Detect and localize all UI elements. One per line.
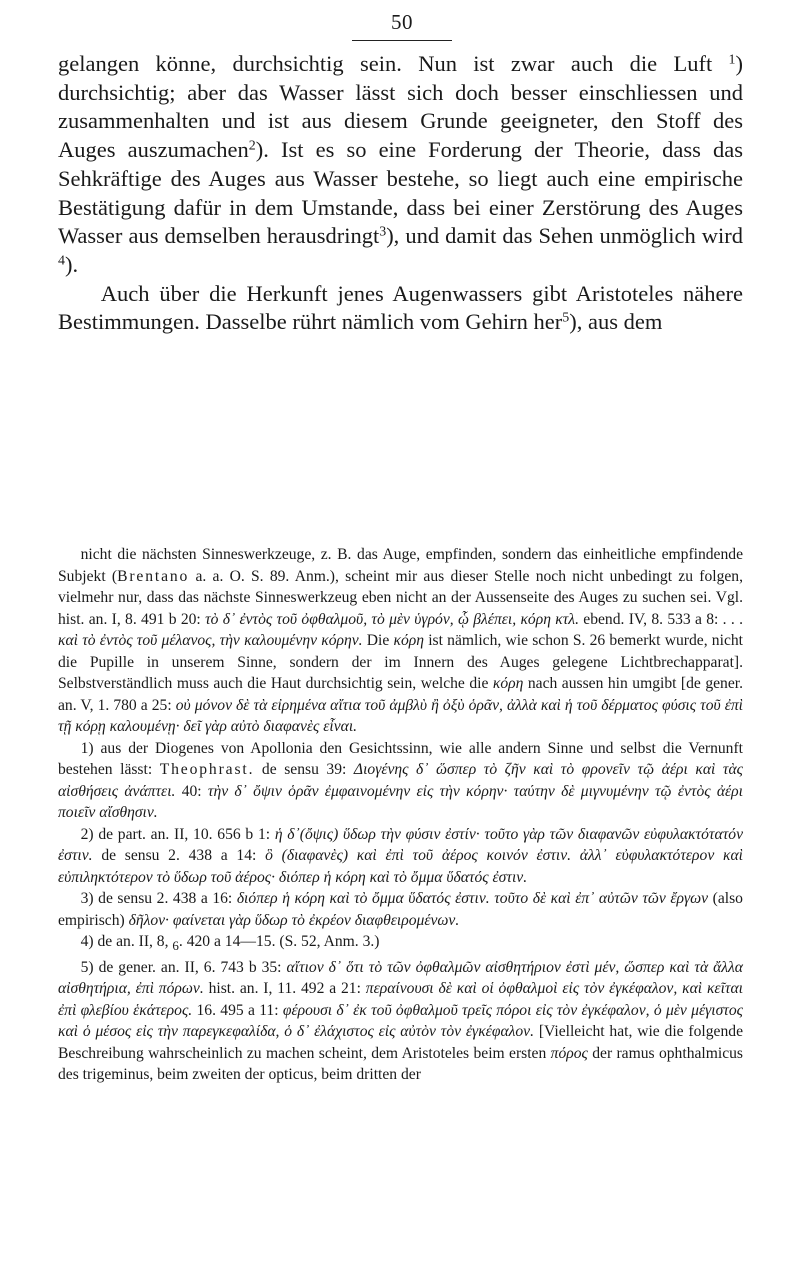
footnote-text: [Vielleicht hat, wie die folgende Beschreibung wahrscheinlich zu machen scheint, dem Aristoteles beim ersten [58,1023,743,1062]
main-paragraph-1 [58,50,743,280]
greek-quote: ἡ δ᾽(ὄψις) ὕδωρ τὴν φύσιν ἐστίν· τοῦτο γὰρ τῶν διαφανῶν εὐφυλακτότατόν ἐστιν. [58,825,743,864]
footnote-text: de sensu 2. 438 a 14: [92,847,266,864]
page-number: 50 [391,10,413,34]
footnote-text: . 420 a 14—15. (S. 52, Anm. 3.) [178,933,380,950]
main-text-segment: Auch über die Herkunft jenes Augenwassers gibt Aristoteles nähere Bestimmungen. Dasselbe rührt nämlich vom Gehirn her [58,280,743,335]
main-text-segment: ). [64,251,79,277]
footnote-text: ist nämlich, wie schon S. 26 bemerkt wurde, nicht die Pupille in unserem Sinne, sondern der im Innern des Auges gelegene Lichtbrechapparat]. Selbstverständlich muss auch die Haut durchsichtig sein, welche die [58,632,743,692]
footnote-ref-2: 2 [248,138,256,154]
greek-word: κόρη [393,632,424,649]
footnote-text: a. a. O. S. 89. Anm.), scheint mir aus dieser Stelle noch nicht unbedingt zu folgen, vielmehr nur, dass das nächste Sinneswerkzeug eben nicht an der Aussenseite des Auges zu suchen sei. Vgl. hist. an. I, 8. 491 b 20: [58,567,743,628]
main-paragraph-2 [58,280,743,337]
main-text-segment: ), aus dem [569,309,663,335]
greek-quote: τὸ δ᾽ ἐντὸς τοῦ ὀφθαλμοῦ, τὸ μὲν ὑγρόν, ᾧ βλέπει, κόρη κτλ. [205,610,579,628]
greek-quote: οὐ μόνον δὲ τὰ εἰρημένα αἴτια τοῦ ἀμβλὺ ἢ ὀξὺ ὁρᾶν, ἀλλὰ καὶ ἡ τοῦ δέρματος φύσις τοῦ ἐπὶ τῇ κόρῃ καλουμένῃ· δεῖ γὰρ αὐτὸ διαφανὲς εἶναι. [58,696,744,735]
greek-quote: φέρουσι δ᾽ ἐκ τοῦ ὀφθαλμοῦ τρεῖς πόροι εἰς τὸν ἐγκέφαλον, ὁ μὲν μέγιστος καὶ ὁ μέσος εἰς τὴν παρεγκεφαλίδα, ὁ δ᾽ ἐλάχιστος εἰς αὐτὸν τὸν ἐγκέφαλον. [58,1001,743,1041]
author-name: Theophrast. [159,761,255,778]
greek-quote: καὶ τὸ ἐντὸς τοῦ μέλανος, τὴν καλουμένην κόρην. [58,632,363,649]
author-name: Brentano [117,567,190,585]
greek-quote: τὴν δ᾽ ὄψιν ὁρᾶν ἐμφαινομένην εἰς τὴν κόρην· ταύτην δὲ μιγνυμένην τῷ ἐντὸς ἀέρι ποιεῖν αἴσθησιν. [58,782,744,821]
footnote-ref-3: 3 [379,224,387,240]
footnote-4 [58,931,743,957]
footnote-1 [58,738,743,824]
main-text-segment: gelangen könne, durchsichtig sein. Nun ist zwar auch die Luft [58,51,729,76]
footnote-text: 1) aus der Diogenes von Apollonia den Gesichtssinn, wie alle andern Sinne und selbst die Vernunft bestehen lässt: [58,739,743,778]
main-text-segment: ) durchsichtig; aber das Wasser lässt sich doch besser einschliessen und zusammenhalten und ist aus diesem Grunde geeigneter, den Stoff des Auges auszumachen [58,51,743,163]
footnotes [58,544,743,1086]
greek-quote: διόπερ ἡ κόρη καὶ τὸ ὄμμα ὕδατός ἐστιν. τοῦτο δὲ καὶ ἐπ᾽ αὐτῶν τῶν ἔργων [236,890,709,907]
footnote-subscript: 6 [172,938,179,954]
footnote-text: 40: [175,782,208,800]
footnote-text: 2) de part. an. II, 10. 656 b 1: [80,825,275,843]
main-text-segment: ). Ist es so eine Forderung der Theorie, dass das Sehkräftige des Auges aus Wasser bestehe, so liegt auch eine empirische Bestätigung dafür in dem Umstande, dass bei einer Zerstörung des Auges Wasser aus demselben herausdringt [58,137,743,249]
page-number-rule [352,40,452,41]
footnote-ref-5: 5 [562,310,570,326]
footnote-text: nicht die nächsten Sinneswerkzeuge, z. B. das Auge, empfinden, sondern das einheitliche empfindende Subjekt ( [58,546,743,585]
greek-quote: δῆλον· φαίνεται γὰρ ὕδωρ τὸ ἐκρέον διαφθειρομένων. [128,911,460,929]
greek-word: πόρος [550,1044,588,1062]
footnote-5 [58,957,743,1086]
main-text [58,50,743,337]
greek-word: κόρη [492,675,524,692]
footnote-text: 3) de sensu 2. 438 a 16: [80,890,237,907]
footnote-3 [58,888,743,931]
footnote-ref-1: 1 [728,52,736,68]
footnote-continued [58,544,743,738]
footnote-text: nach aussen hin umgibt [de gener. an. V, 1. 780 a 25: [58,675,743,714]
greek-quote: περαίνουσι δὲ καὶ οἱ ὀφθαλμοὶ εἰς τὸν ἐγκέφαλον, καὶ κεῖται ἐπὶ φλεβίου ἑκάτερος. [58,980,743,1019]
footnote-text: 4) de an. II, 8, [80,933,173,950]
footnote-text: der ramus ophthalmicus des trigeminus, beim zweiten der opticus, beim dritten der [58,1044,743,1084]
footnote-text: (also empirisch) [58,890,743,929]
footnote-text: de sensu 39: [254,761,354,778]
footnote-2 [58,824,743,889]
greek-quote: ὃ (διαφανὲς) καὶ ἐπὶ τοῦ ἀέρος κοινόν ἐστιν. ἀλλ᾽ εὐφυλακτότερον καὶ εὐπιληκτότερον τὸ ὕδωρ τοῦ ἀέρος· διόπερ ἡ κόρη καὶ τὸ ὄμμα ὕδατός ἐστιν. [58,847,744,886]
footnote-text: ebend. IV, 8. 533 a 8: . . . [578,610,743,628]
footnote-text: 16. 495 a 11: [192,1001,283,1019]
footnote-ref-4: 4 [58,253,65,269]
greek-quote: Διογένης δ᾽ ὥσπερ τὸ ζῆν καὶ τὸ φρονεῖν τῷ ἀέρι καὶ τὰς αἰσθήσεις ἀνάπτει. [58,761,744,800]
footnote-text: Die [362,632,394,649]
footnote-text: 5) de gener. an. II, 6. 743 b 35: [80,958,287,976]
footnote-text: hist. an. I, 11. 492 a 21: [203,980,366,998]
main-text-segment: ), und damit das Sehen unmöglich wird [386,223,743,249]
greek-quote: αἴτιον δ᾽ ὅτι τὸ τῶν ὀφθαλμῶν αἰσθητήριον ἐστὶ μέν, ὥσπερ καὶ τὰ ἄλλα αἰσθητήρια, ἐπὶ πόρων. [58,958,743,998]
